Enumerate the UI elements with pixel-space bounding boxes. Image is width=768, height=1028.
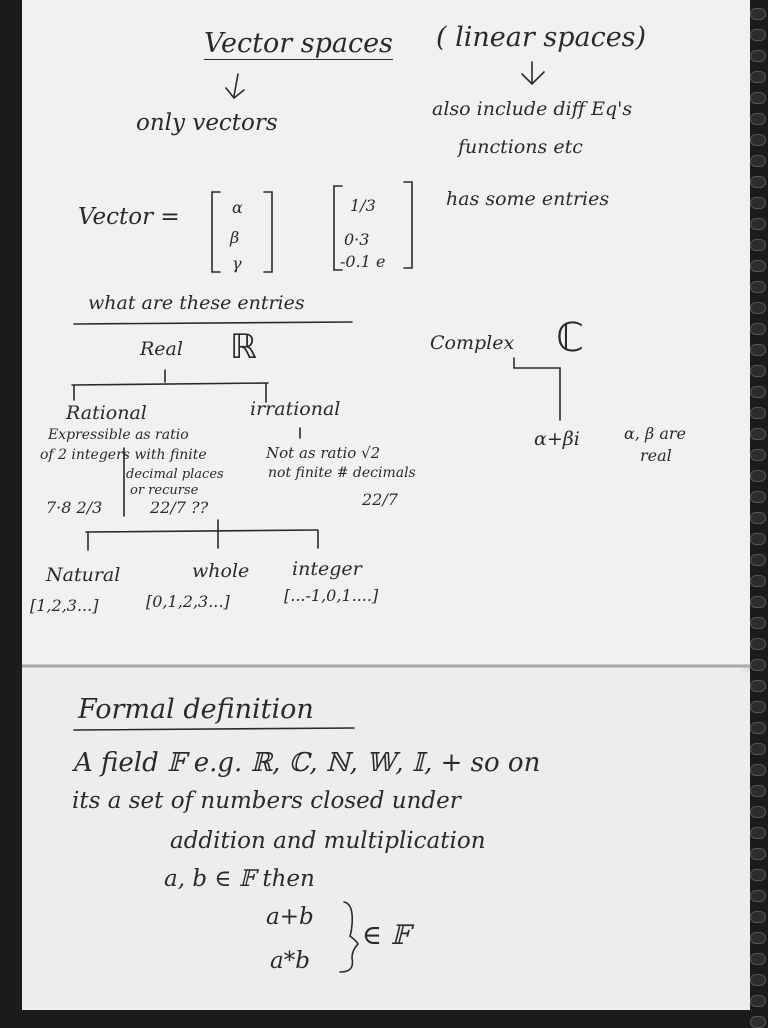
- rational-desc-1: Expressible as ratio: [48, 427, 189, 443]
- real-label: Real: [140, 338, 183, 360]
- spiral-ring: [750, 701, 766, 713]
- spiral-ring: [750, 932, 766, 944]
- spiral-ring: [750, 260, 766, 272]
- complex-form: α+βi: [534, 428, 580, 450]
- spiral-ring: [750, 8, 766, 20]
- right-note-2: functions etc: [458, 136, 583, 158]
- irrational-label: irrational: [250, 398, 341, 420]
- expression-product: a*b: [270, 948, 310, 974]
- formal-heading: Formal definition: [78, 694, 314, 725]
- complex-note-1: α, β are: [624, 424, 686, 443]
- spiral-ring: [750, 533, 766, 545]
- example-entry-1: 1/3: [350, 196, 376, 215]
- membership: ∈ 𝔽: [362, 920, 410, 951]
- vector-entry-beta: β: [230, 228, 240, 247]
- spiral-ring: [750, 470, 766, 482]
- definition-line-1: A field 𝔽 e.g. ℝ, ℂ, ℕ, 𝕎, 𝕀, + so on: [74, 748, 541, 778]
- complex-note-2: real: [640, 446, 672, 465]
- complex-label: Complex: [430, 332, 515, 354]
- spiral-ring: [750, 659, 766, 671]
- spiral-ring: [750, 302, 766, 314]
- question: what are these entries: [88, 292, 305, 314]
- spiral-ring: [750, 512, 766, 524]
- vector-entry-alpha: α: [232, 198, 243, 217]
- spiral-ring: [750, 218, 766, 230]
- entries-note: has some entries: [446, 188, 610, 210]
- integer-set: [...-1,0,1....]: [284, 586, 379, 605]
- spiral-ring: [750, 449, 766, 461]
- spiral-ring: [750, 974, 766, 986]
- title: Vector spaces: [204, 28, 393, 59]
- left-note: only vectors: [136, 110, 278, 136]
- right-note-1: also include diff Eq's: [432, 98, 633, 120]
- expression-sum: a+b: [266, 904, 314, 930]
- spiral-ring: [750, 176, 766, 188]
- spiral-ring: [750, 848, 766, 860]
- spiral-ring: [750, 1016, 766, 1028]
- spiral-ring: [750, 827, 766, 839]
- natural-set: [1,2,3...]: [30, 596, 99, 615]
- spiral-ring: [750, 344, 766, 356]
- spiral-ring: [750, 638, 766, 650]
- rational-desc-3: decimal places: [126, 467, 224, 482]
- spiral-binding: [750, 0, 768, 1024]
- irrational-desc-1: Not as ratio √2: [266, 444, 381, 462]
- whole-set: [0,1,2,3...]: [146, 592, 230, 611]
- spiral-ring: [750, 323, 766, 335]
- spiral-ring: [750, 365, 766, 377]
- definition-line-4: a, b ∈ 𝔽 then: [164, 866, 315, 892]
- spiral-ring: [750, 386, 766, 398]
- integer-label: integer: [292, 558, 362, 580]
- spiral-ring: [750, 155, 766, 167]
- title-alt: ( linear spaces): [436, 22, 647, 53]
- rational-label: Rational: [66, 402, 147, 424]
- spiral-ring: [750, 617, 766, 629]
- spiral-ring: [750, 281, 766, 293]
- vector-entry-gamma: γ: [232, 254, 242, 273]
- spiral-ring: [750, 596, 766, 608]
- definition-line-2: its a set of numbers closed under: [72, 788, 461, 814]
- spiral-ring: [750, 92, 766, 104]
- spiral-ring: [750, 71, 766, 83]
- spiral-ring: [750, 29, 766, 41]
- irrational-example: 22/7: [362, 490, 398, 509]
- example-entry-2: 0·3: [344, 230, 370, 249]
- rational-examples: 7·8 2/3: [46, 498, 103, 517]
- spiral-ring: [750, 134, 766, 146]
- spiral-ring: [750, 407, 766, 419]
- spiral-ring: [750, 722, 766, 734]
- spiral-ring: [750, 785, 766, 797]
- rational-desc-4: or recurse: [130, 483, 199, 498]
- spiral-ring: [750, 575, 766, 587]
- spiral-ring: [750, 197, 766, 209]
- spiral-ring: [750, 953, 766, 965]
- spiral-ring: [750, 113, 766, 125]
- irrational-desc-2: not finite # decimals: [268, 465, 416, 481]
- spiral-ring: [750, 890, 766, 902]
- spiral-ring: [750, 806, 766, 818]
- real-symbol: ℝ: [230, 327, 257, 367]
- natural-label: Natural: [46, 564, 121, 586]
- whole-label: whole: [192, 560, 250, 582]
- spiral-ring: [750, 995, 766, 1007]
- page-top-half: [22, 0, 750, 668]
- rational-examples-2: 22/7 ??: [150, 498, 209, 517]
- spiral-ring: [750, 680, 766, 692]
- spiral-ring: [750, 911, 766, 923]
- spiral-ring: [750, 239, 766, 251]
- spiral-ring: [750, 554, 766, 566]
- example-entry-3: -0.1 e: [340, 252, 386, 271]
- complex-symbol: ℂ: [556, 315, 584, 361]
- spiral-ring: [750, 869, 766, 881]
- page-fold-line: [22, 664, 750, 668]
- spiral-ring: [750, 491, 766, 503]
- rational-desc-2: of 2 integers with finite: [40, 447, 207, 463]
- spiral-ring: [750, 428, 766, 440]
- spiral-ring: [750, 743, 766, 755]
- spiral-ring: [750, 764, 766, 776]
- vector-label: Vector =: [78, 204, 180, 230]
- spiral-ring: [750, 50, 766, 62]
- definition-line-3: addition and multiplication: [170, 828, 486, 854]
